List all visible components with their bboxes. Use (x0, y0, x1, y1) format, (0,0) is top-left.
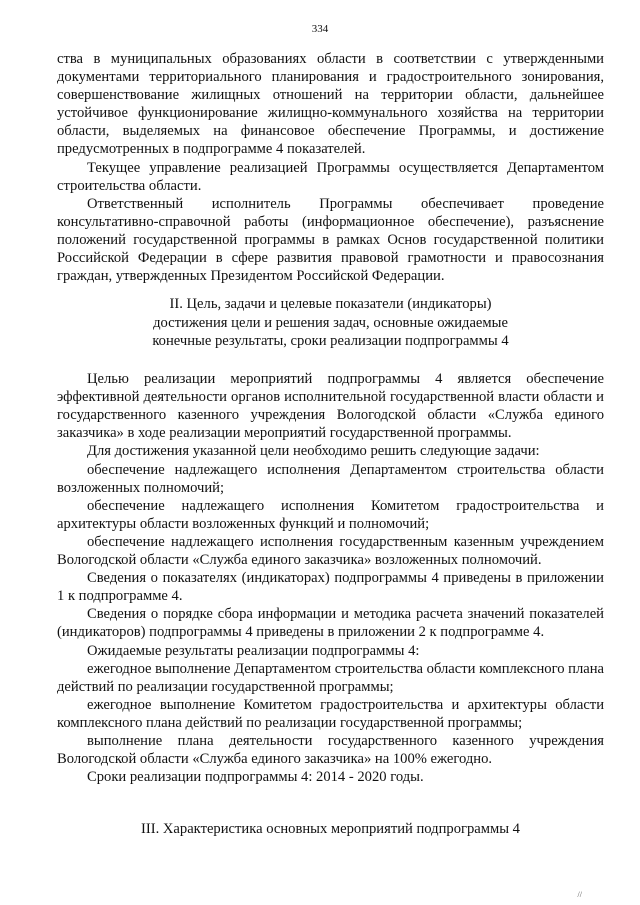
paragraph-result-3: выполнение плана деятельности государственного казенного учреждения Вологодской области «Служба единого заказчика» на 100% ежегодно. (57, 732, 604, 768)
corner-mark: // (577, 890, 582, 899)
section-3-heading: III. Характеристика основных мероприятий подпрограммы 4 (141, 821, 520, 838)
paragraph-goal: Целью реализации мероприятий подпрограммы 4 является обеспечение эффективной деятельности органов исполнительной государственной власти области и государственного казенного учреждения Вологодской области «Служба единого заказчика» в ходе реализации мероприятий государственной программы. (57, 371, 604, 442)
page-number: 334 (311, 23, 329, 35)
paragraph-methodology: Сведения о порядке сбора информации и методика расчета значений показателей (индикаторов) подпрограммы 4 приведены в приложении 2 к подпрограмме 4. (57, 606, 604, 641)
paragraph-result-2: ежегодное выполнение Комитетом градостроительства и архитектуры области комплексного плана действий по реализации государственной программы; (57, 696, 604, 731)
paragraph-tasks-intro: Для достижения указанной цели необходимо решить следующие задачи: (87, 443, 540, 460)
paragraph-indicators: Сведения о показателях (индикаторах) подпрограммы 4 приведены в приложении 1 к подпрограмме 4. (57, 570, 604, 605)
section-2-heading-line: конечные результаты, сроки реализации подпрограммы 4 (152, 332, 509, 349)
paragraph-result-1: ежегодное выполнение Департаментом строительства области комплексного плана действий по реализации государственной программы; (57, 660, 605, 695)
section-2-heading-line: II. Цель, задачи и целевые показатели (индикаторы) (169, 296, 492, 313)
section-2-heading-line: достижения цели и решения задач, основные ожидаемые (153, 314, 508, 331)
paragraph-task-1: обеспечение надлежащего исполнения Департаментом строительства области возложенных полномочий; (57, 461, 604, 496)
paragraph-management: Текущее управление реализацией Программы осуществляется Департаментом строительства области. (57, 159, 604, 194)
paragraph-intro-continued: ства в муниципальных образованиях области в соответствии с утвержденными документами территориального планирования и градостроительного зонирования, совершенствование жилищных отношений на территории области, дальнейшее устойчивое функционирование жилищно-коммунального хозяйства на территории области, выделяемых на финансовое обеспечение Программы, и достижение предусмотренных в подпрограмме 4 показателей. (57, 51, 604, 158)
paragraph-timeline: Сроки реализации подпрограммы 4: 2014 - 2020 годы. (87, 769, 424, 786)
paragraph-task-3: обеспечение надлежащего исполнения государственным казенным учреждением Вологодской области «Служба единого заказчика» возложенных полномочий. (57, 533, 604, 569)
paragraph-task-2: обеспечение надлежащего исполнения Комитетом градостроительства и архитектуры области возложенных функций и полномочий; (57, 497, 604, 532)
section-2-heading (57, 295, 604, 350)
paragraph-executor: Ответственный исполнитель Программы обеспечивает проведение консультативно-справочной работы (информационное обеспечение), разъяснение положений государственной программы в рамках Основ государственной политики Российской Федерации в сфере развития правовой грамотности и правосознания граждан, утвержденных Президентом Российской Федерации. (57, 195, 604, 285)
document-body (57, 50, 604, 839)
paragraph-expected-results: Ожидаемые результаты реализации подпрограммы 4: (87, 642, 420, 659)
